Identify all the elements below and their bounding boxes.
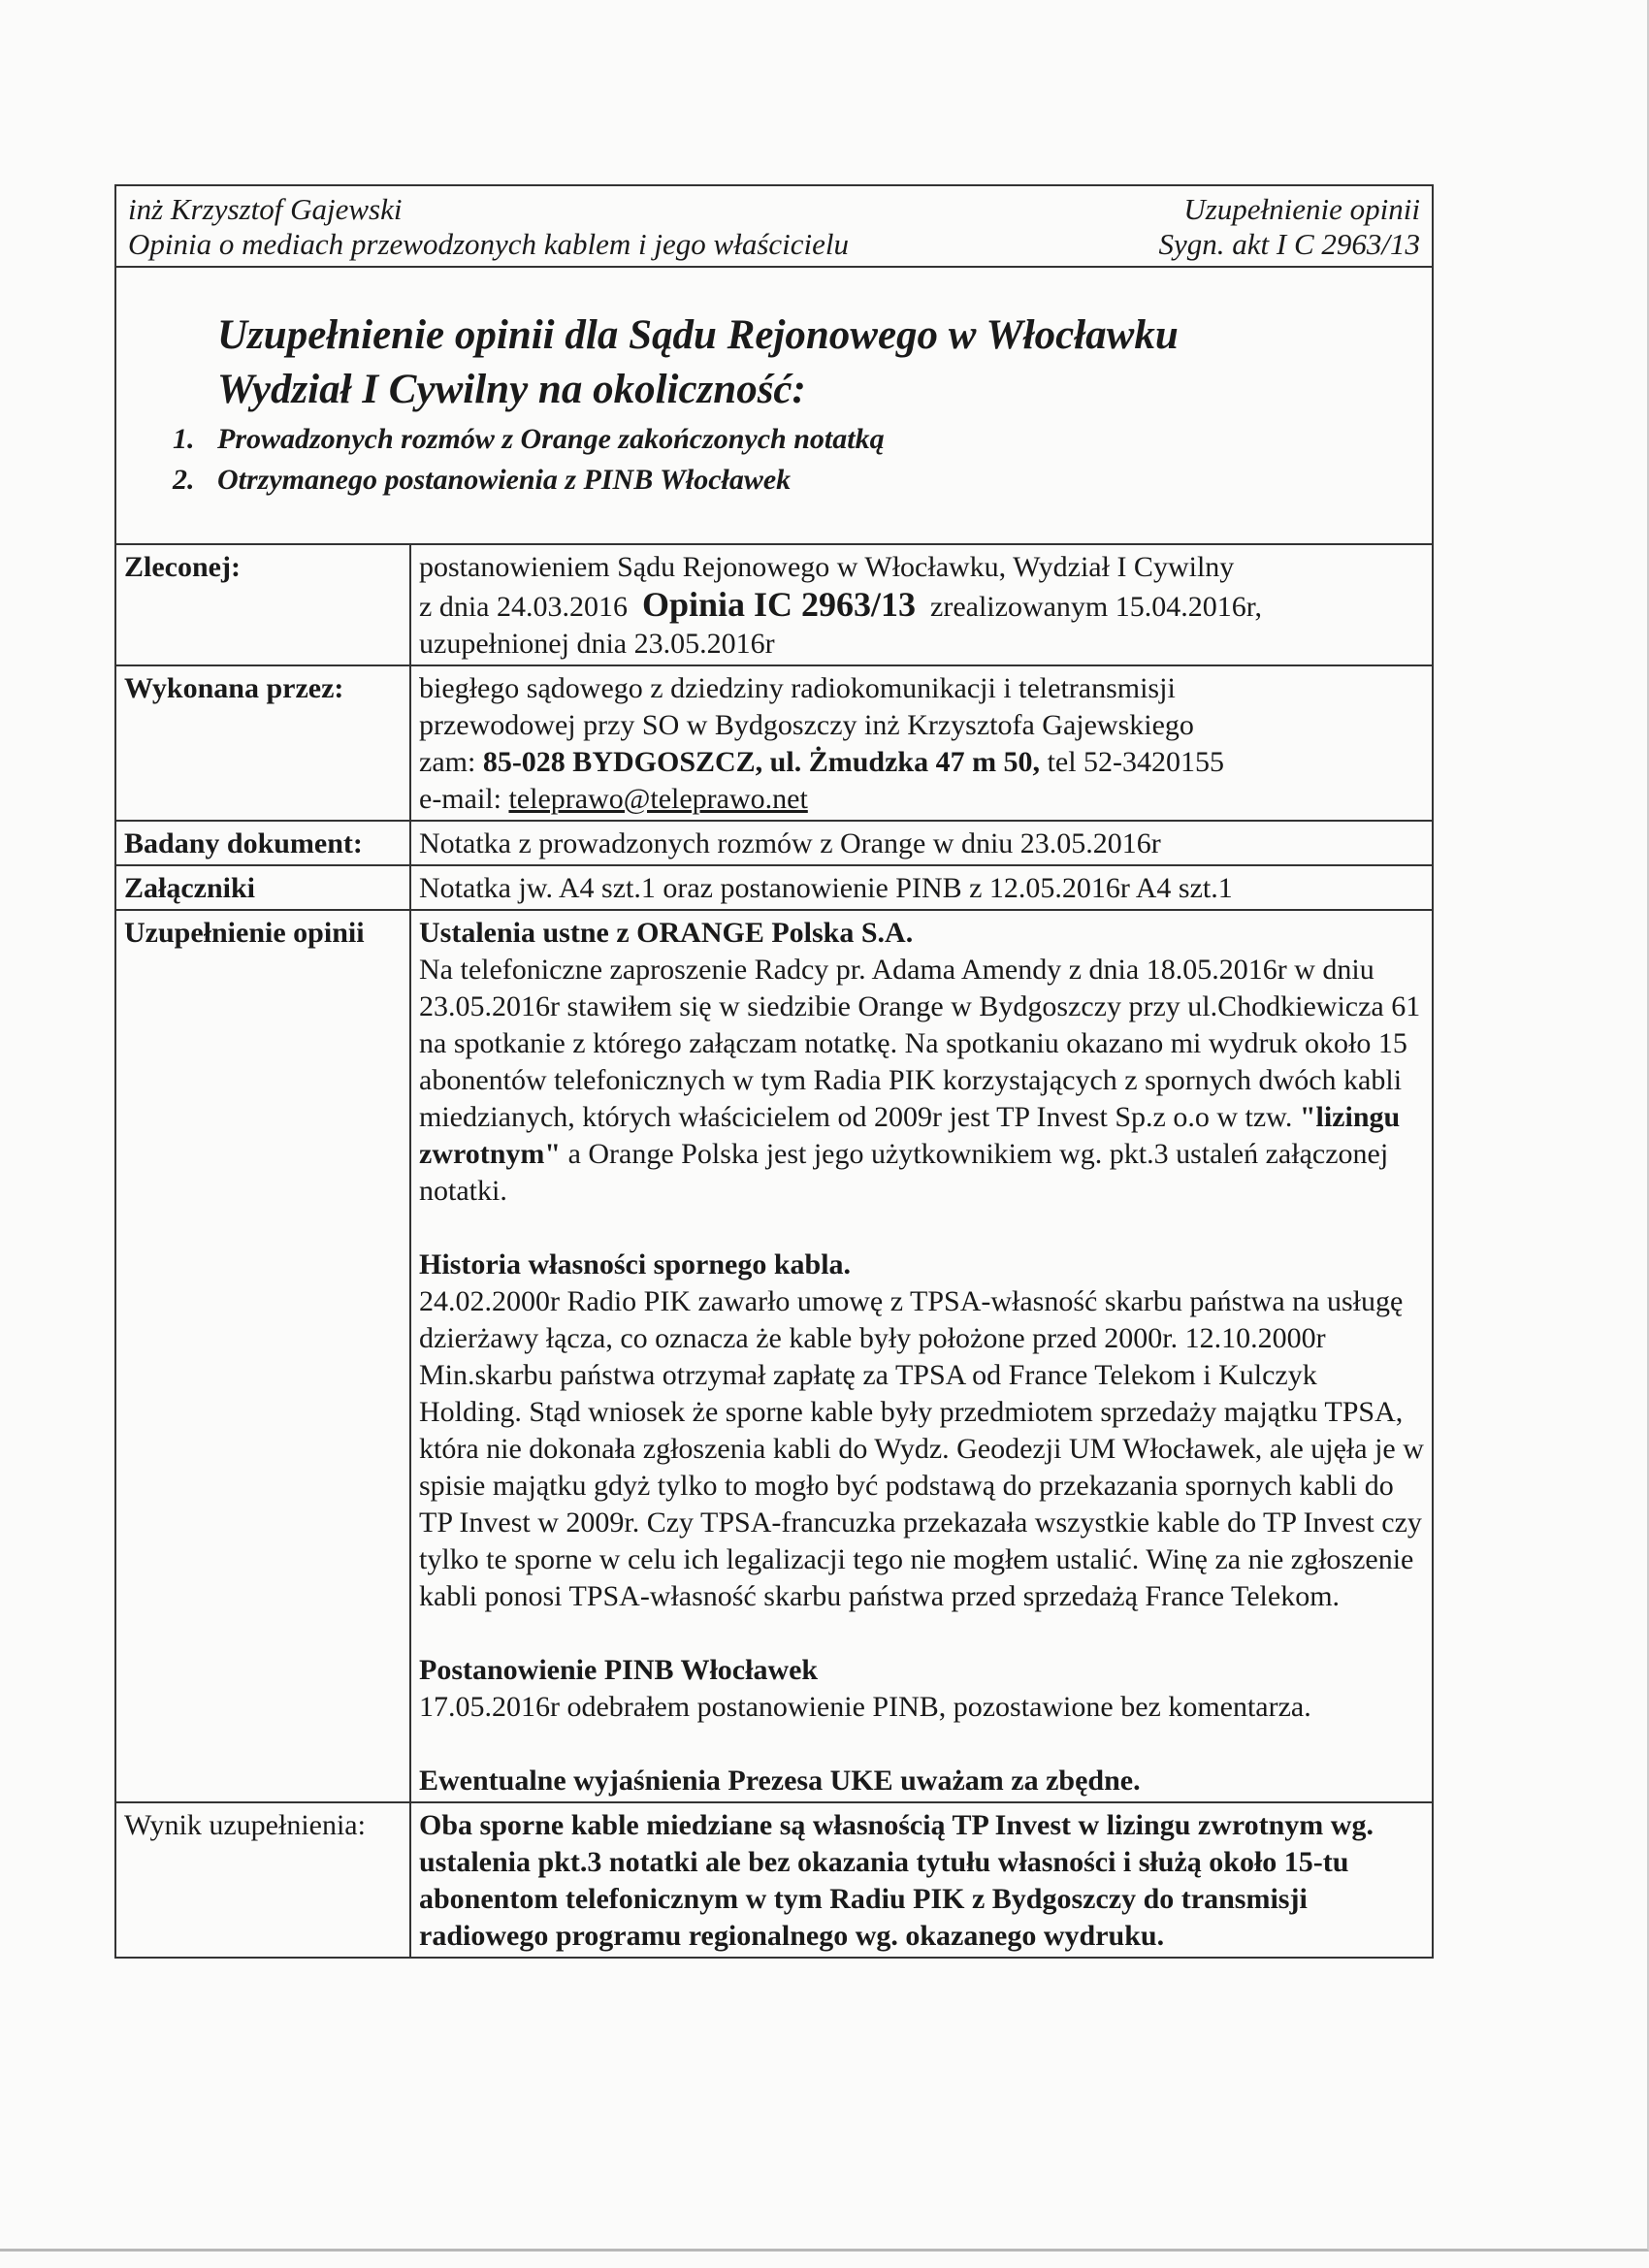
author-name: inż Krzysztof Gajewski bbox=[128, 192, 403, 226]
address-prefix: zam: bbox=[419, 746, 476, 778]
topic-text: Otrzymanego postanowienia z PINB Włocławek bbox=[217, 464, 792, 496]
address-value: 85-028 BYDGOSZCZ, ul. Żmudzka 47 m 50, bbox=[482, 746, 1041, 778]
email-prefix: e-mail: bbox=[419, 783, 501, 815]
section-text-pinb: 17.05.2016r odebrałem postanowienie PINB, pozostawione bez komentarza. bbox=[419, 1691, 1311, 1723]
row-wykonana bbox=[116, 665, 1432, 821]
order-date: z dnia 24.03.2016 bbox=[419, 591, 628, 623]
opinion-document bbox=[114, 184, 1434, 1959]
row-value: Notatka z prowadzonych rozmów z Orange w dniu 23.05.2016r bbox=[410, 821, 1432, 865]
row-value: Oba sporne kable miedziane są własnością TP Invest w lizingu zwrotnym wg. ustalenia pkt.3 notatki ale bez okazania tytułu własności i służą około 15-tu abonentom telefonicznym w tym Radiu PIK z Bydgoszczy do transmisji radiowego programu regionalnego wg. okazanego wydruku. bbox=[410, 1802, 1432, 1957]
topic-number: 1. bbox=[173, 423, 195, 455]
orange-text-bold: "lizingu zwrotnym" bbox=[419, 1101, 1401, 1170]
details-table bbox=[116, 545, 1432, 1957]
row-wynik bbox=[116, 1802, 1432, 1957]
expert-name: przewodowej przy SO w Bydgoszczy inż Krzysztofa Gajewskiego bbox=[419, 709, 1194, 741]
order-line bbox=[419, 586, 1424, 626]
section-heading-history: Historia własności spornego kabla. bbox=[419, 1248, 852, 1280]
realized-date: zrealizowanym 15.04.2016r, bbox=[930, 591, 1263, 623]
document-subject: Opinia o mediach przewodzonych kablem i jego właścicielu bbox=[128, 227, 850, 261]
expert-field: biegłego sądowego z dziedziny radiokomunikacji i teletransmisji bbox=[419, 672, 1176, 704]
row-label: Wykonana przez: bbox=[116, 665, 410, 821]
row-value bbox=[410, 910, 1432, 1802]
case-reference: Sygn. akt I C 2963/13 bbox=[1158, 227, 1420, 261]
row-zalaczniki bbox=[116, 865, 1432, 910]
email-link[interactable]: teleprawo@teleprawo.net bbox=[508, 783, 808, 815]
orange-text-a: Na telefoniczne zaproszenie Radcy pr. Adama Amendy z dnia 18.05.2016r w dniu 23.05.2016r stawiłem się w siedzibie Orange w Bydgoszczy przy ul.Chodkiewicza 61 na spotkanie z którego załączam notatkę. Na spotkaniu okazano mi wydruk około 15 abonentów telefonicznych w tym Radia PIK korzystających z spornych dwóch kabli miedzianych, których właścicielem od 2009r jest TP Invest Sp.z o.o w tzw. bbox=[419, 954, 1421, 1133]
row-label: Badany dokument: bbox=[116, 821, 410, 865]
phone-value: tel 52-3420155 bbox=[1047, 746, 1225, 778]
spacer bbox=[419, 1615, 1424, 1652]
section-heading-orange: Ustalenia ustne z ORANGE Polska S.A. bbox=[419, 917, 914, 949]
row-label: Uzupełnienie opinii bbox=[116, 910, 410, 1802]
title-line-1: Uzupełnienie opinii dla Sądu Rejonowego w Włocławku bbox=[217, 312, 1179, 358]
topic-number: 2. bbox=[173, 464, 195, 496]
section-uke-note: Ewentualne wyjaśnienia Prezesa UKE uważam za zbędne. bbox=[419, 1765, 1141, 1797]
document-type: Uzupełnienie opinii bbox=[1183, 192, 1420, 226]
row-badany bbox=[116, 821, 1432, 865]
row-label: Załączniki bbox=[116, 865, 410, 910]
header-left bbox=[128, 192, 849, 262]
document-header bbox=[116, 186, 1432, 268]
header-right bbox=[1159, 192, 1421, 262]
section-text-history: 24.02.2000r Radio PIK zawarło umowę z TPSA-własność skarbu państwa na usługę dzierżawy łącza, co oznacza że kable były położone przed 2000r. 12.10.2000r Min.skarbu państwa otrzymał zapłatę za TPSA od France Telekom i Kulczyk Holding. Stąd wniosek że sporne kable były przedmiotem sprzedaży majątku TPSA, która nie dokonała zgłoszenia kabli do Wydz. Geodezji UM Włocławek, ale ujęła je w spisie majątku gdyż tylko to mogło być podstawą do przekazania spornych kabli do TP Invest w 2009r. Czy TPSA-francuzka przekazała wszystkie kable do TP Invest czy tylko te sporne w celu ich legalizacji tego nie mogłem ustalić. Winę za nie zgłoszenie kabli ponosi TPSA-własność skarbu państwa przed sprzedażą France Telekom. bbox=[419, 1285, 1424, 1612]
row-value: Notatka jw. A4 szt.1 oraz postanowienie PINB z 12.05.2016r A4 szt.1 bbox=[410, 865, 1432, 910]
row-value bbox=[410, 665, 1432, 821]
row-zleconej bbox=[116, 545, 1432, 665]
topic-text: Prowadzonych rozmów z Orange zakończonych notatką bbox=[217, 423, 885, 455]
spacer bbox=[419, 1210, 1424, 1247]
opinion-number: Opinia IC 2963/13 bbox=[641, 585, 917, 624]
title-line-2: Wydział I Cywilny na okoliczność: bbox=[217, 367, 806, 412]
expert-email bbox=[419, 781, 1424, 818]
topics-list bbox=[116, 419, 1432, 501]
row-uzupelnienie bbox=[116, 910, 1432, 1802]
topic-item bbox=[116, 419, 1432, 460]
topic-item bbox=[116, 460, 1432, 501]
section-heading-pinb: Postanowienie PINB Włocławek bbox=[419, 1654, 819, 1686]
spacer bbox=[419, 1726, 1424, 1763]
row-value bbox=[410, 545, 1432, 665]
supplement-date: uzupełnionej dnia 23.05.2016r bbox=[419, 628, 775, 660]
orange-text-b: a Orange Polska jest jego użytkownikiem wg. pkt.3 ustaleń załączonej notatki. bbox=[419, 1138, 1389, 1207]
title-block bbox=[116, 268, 1432, 545]
section-text-orange bbox=[419, 952, 1424, 1210]
order-court: postanowieniem Sądu Rejonowego w Włocławku, Wydział I Cywilny bbox=[419, 551, 1235, 583]
row-label: Zleconej: bbox=[116, 545, 410, 665]
expert-address bbox=[419, 744, 1424, 781]
row-label: Wynik uzupełnienia: bbox=[116, 1802, 410, 1957]
